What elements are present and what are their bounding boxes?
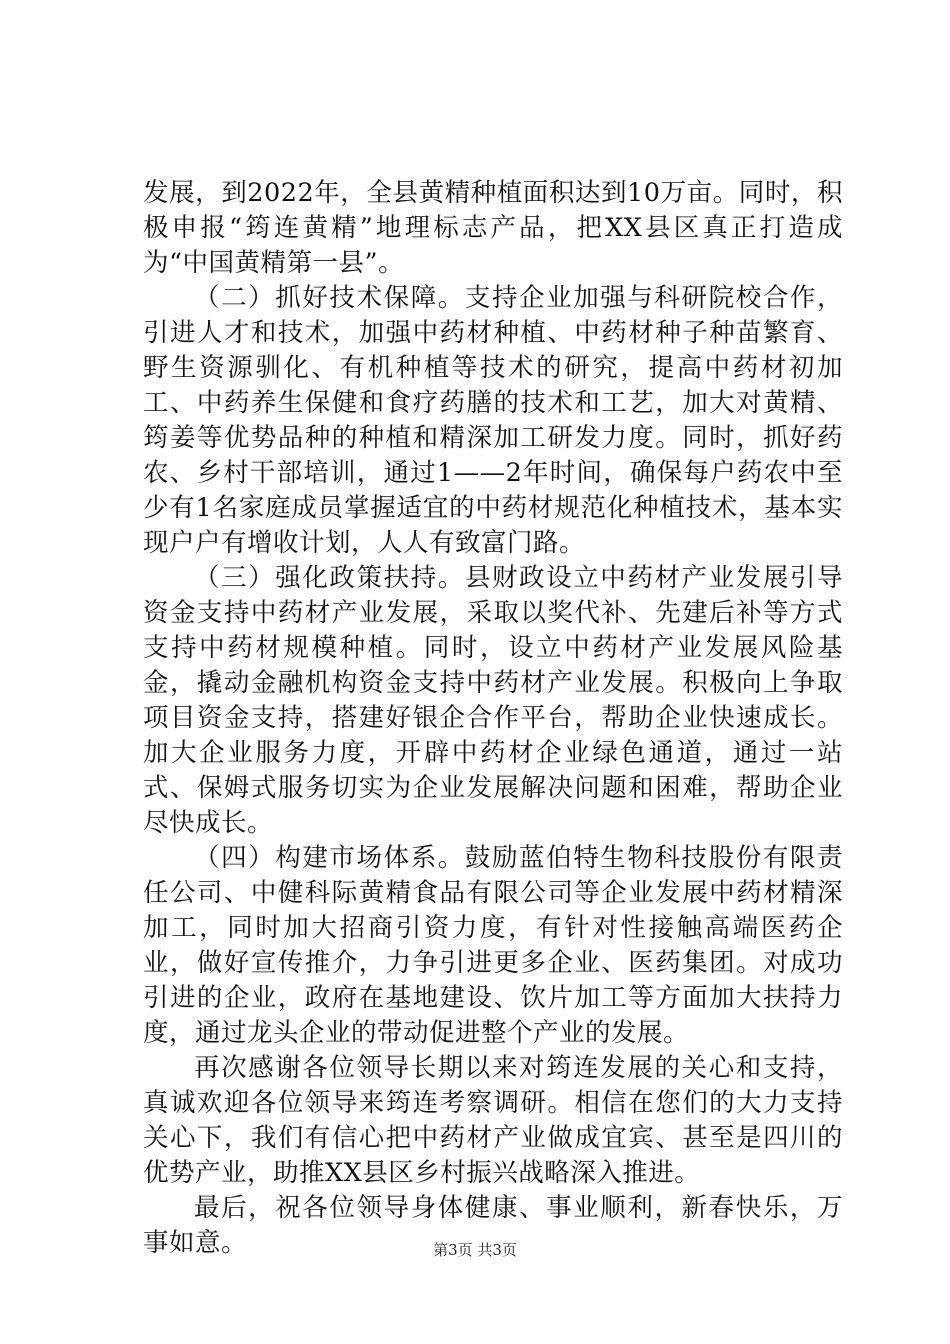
paragraph-policy-support: （三）强化政策扶持。县财政设立中药材产业发展引导资金支持中药材产业发展，采取以奖代补、先建后补等方式支持中药材规模种植。同时，设立中药材产业发展风险基金，撬动金融机构资金支持中药材产业发展。积极向上争取项目资金支持，搭建好银企合作平台，帮助企业快速成长。加大企业服务力度，开辟中药材企业绿色通道，通过一站式、保姆式服务切实为企业发展解决问题和困难，帮助企业尽快成长。: [143, 563, 843, 838]
paragraph-thanks: 再次感谢各位领导长期以来对筠连发展的关心和支持，真诚欢迎各位领导来筠连考察调研。相信在您们的大力支持关心下，我们有信心把中药材产业做成宜宾、甚至是四川的优势产业，助推XX县区乡村振兴战略深入推进。: [143, 1053, 843, 1188]
document-body: [143, 176, 843, 1261]
paragraph-technical-support: （二）抓好技术保障。支持企业加强与科研院校合作，引进人才和技术，加强中药材种植、中药材种子种苗繁育、野生资源驯化、有机种植等技术的研究，提高中药材初加工、中药养生保健和食疗药膳的技术和工艺，加大对黄精、筠姜等优势品种的种植和精深加工研发力度。同时，抓好药农、乡村干部培训，通过1——2年时间，确保每户药农中至少有1名家庭成员掌握适宜的中药材规范化种植技术，基本实现户户有增收计划，人人有致富门路。: [143, 283, 843, 558]
page-footer: 第3页 共3页: [433, 1241, 517, 1259]
paragraph-continuation: 发展，到2022年，全县黄精种植面积达到10万亩。同时，积极申报“筠连黄精”地理标志产品，把XX县区真正打造成为“中国黄精第一县”。: [143, 178, 843, 278]
paragraph-market-system: （四）构建市场体系。鼓励蓝伯特生物科技股份有限责任公司、中健科际黄精食品有限公司等企业发展中药材精深加工，同时加大招商引资力度，有针对性接触高端医药企业，做好宣传推介，力争引进更多企业、医药集团。对成功引进的企业，政府在基地建设、饮片加工等方面加大扶持力度，通过龙头企业的带动促进整个产业的发展。: [143, 843, 843, 1048]
paragraph-closing-wishes: 最后，祝各位领导身体健康、事业顺利，新春快乐，万事如意。: [143, 1193, 843, 1258]
